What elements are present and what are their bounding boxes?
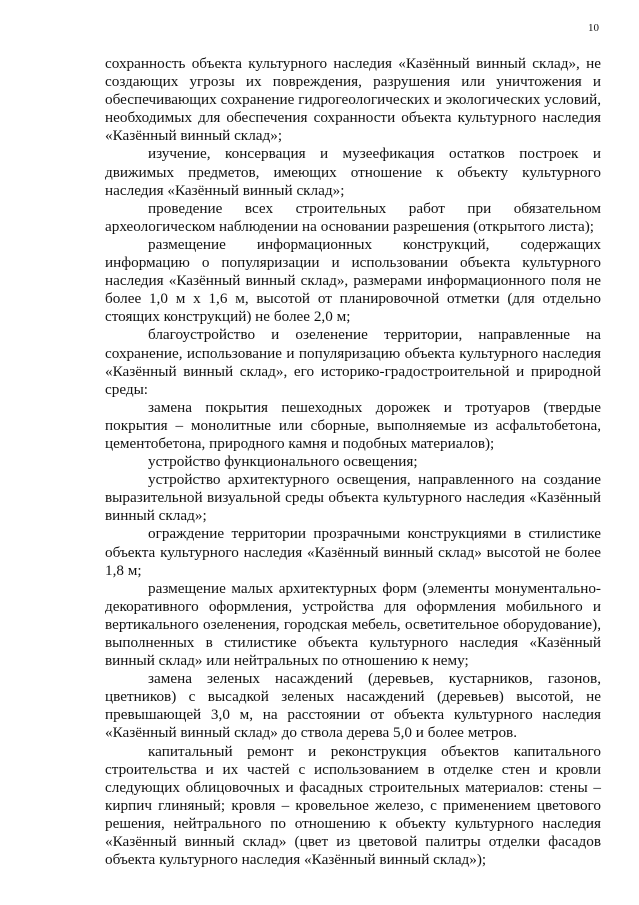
paragraph: замена зеленых насаждений (деревьев, кустарников, газонов, цветников) с высадкой зеленых насаждений (деревьев) высотой, не превышающей 3,0 м, на расстоянии от объекта культурного наследия «Казённый винный склад» до ствола дерева 5,0 и более метров.: [105, 670, 601, 742]
paragraph: благоустройство и озеленение территории, направленные на сохранение, использование и популяризацию объекта культурного наследия «Казённый винный склад», его историко-градостроительной и природной среды:: [105, 326, 601, 398]
paragraph: размещение малых архитектурных форм (элементы монументально-декоративного оформления, устройства для оформления мобильного и вертикального озеленения, городская мебель, осветительное оборудование), выполненных в стилистике объекта культурного наследия «Казённый винный склад» или нейтральных по отношению к нему;: [105, 579, 601, 670]
paragraph: капитальный ремонт и реконструкция объектов капитального строительства и их частей с использованием в отделке стен и кровли следующих облицовочных и фасадных строительных материалов: стены – кирпич глиняный; кровля – кровельное железо, с применением цветового решения, нейтрального по отношению к объекту культурного наследия «Казённый винный склад» (цвет из цветовой палитры отделки фасадов объекта культурного наследия «Казённый винный склад»);: [105, 742, 601, 869]
page-number: 10: [588, 22, 599, 34]
paragraph: размещение информационных конструкций, содержащих информацию о популяризации и использовании объекта культурного наследия «Казённый винный склад», размерами информационного поля не более 1,0 м х 1,6 м, высотой от планировочной отметки (для отдельно стоящих конструкций) не более 2,0 м;: [105, 235, 601, 326]
paragraph: замена покрытия пешеходных дорожек и тротуаров (твердые покрытия – монолитные или сборные, выполняемые из асфальтобетона, цементобетона, природного камня и подобных материалов);: [105, 398, 601, 452]
paragraph: проведение всех строительных работ при обязательном археологическом наблюдении на основании разрешения (открытого листа);: [105, 199, 601, 235]
paragraph: сохранность объекта культурного наследия «Казённый винный склад», не создающих угрозы их повреждения, разрушения или уничтожения и обеспечивающих сохранение гидрогеологических и экологических условий, необходимых для обеспечения сохранности объекта культурного наследия «Казённый винный склад»;: [105, 55, 601, 145]
paragraph: изучение, консервация и музеефикация остатков построек и движимых предметов, имеющих отношение к объекту культурного наследия «Казённый винный склад»;: [105, 145, 601, 199]
paragraph: ограждение территории прозрачными конструкциями в стилистике объекта культурного наследия «Казённый винный склад» высотой не более 1,8 м;: [105, 525, 601, 579]
paragraph: устройство архитектурного освещения, направленного на создание выразительной визуальной среды объекта культурного наследия «Казённый винный склад»;: [105, 471, 601, 525]
paragraph: устройство функционального освещения;: [148, 453, 418, 471]
document-body: [105, 55, 601, 869]
